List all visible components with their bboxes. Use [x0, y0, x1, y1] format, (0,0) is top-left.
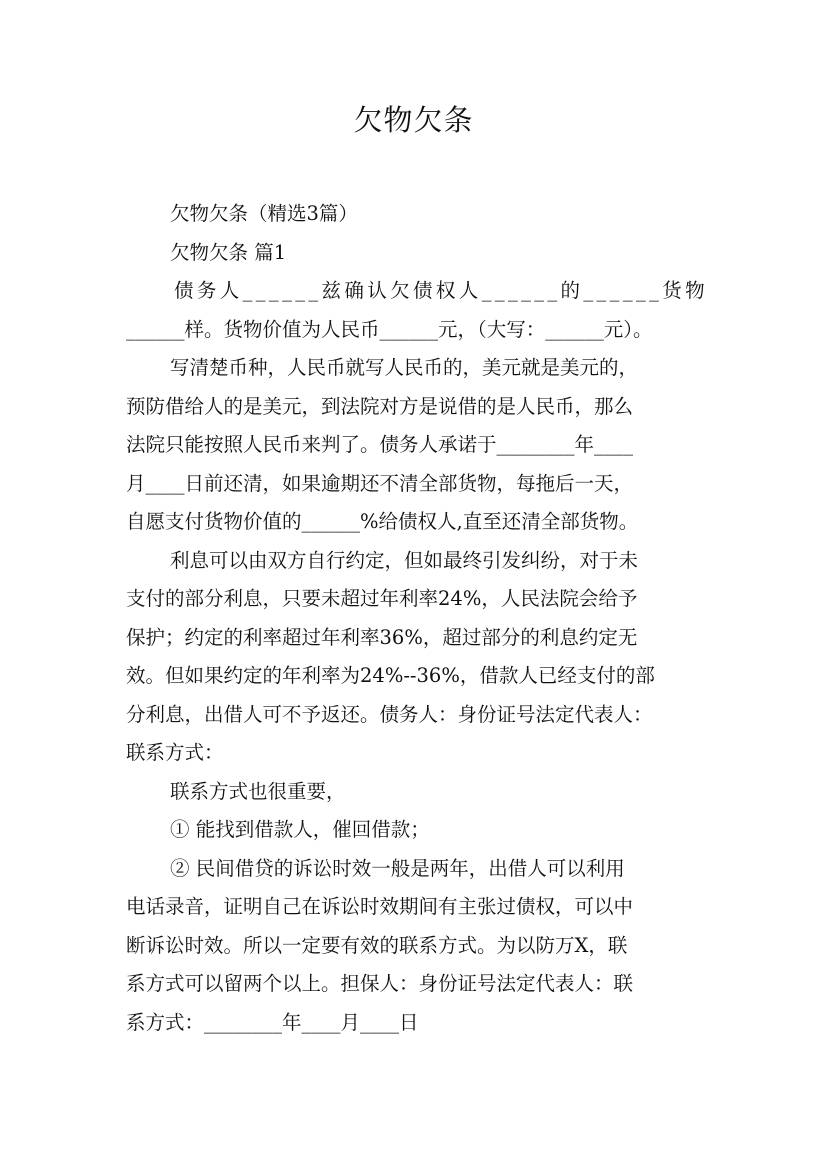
paragraph-line: 法院只能按照人民币来判了。债务人承诺于________年____ — [126, 433, 634, 456]
document-body — [126, 195, 706, 1042]
paragraph-line: 电话录音，证明自己在诉讼时效期间有主张过债权，可以中 — [126, 895, 634, 918]
paragraph-line: 自愿支付货物价值的______%给债权人,直至还清全部货物。 — [126, 510, 639, 533]
paragraph-line: 预防借给人的是美元，到法院对方是说借的是人民币，那么 — [126, 394, 634, 418]
paragraph-line: 分利息，出借人可不予返还。债务人：身份证号法定代表人： — [126, 702, 653, 726]
heading-selection: 欠物欠条（精选3篇） — [170, 202, 358, 225]
paragraph-line: 支付的部分利息，只要未超过年利率24%，人民法院会给予 — [126, 587, 638, 610]
paragraph-line: 月____日前还清，如果逾期还不清全部货物，每拖后一天， — [126, 471, 634, 495]
paragraph-line: 债务人______兹确认欠债权人______的______货物 — [174, 279, 708, 302]
paragraph-line: 系方式可以留两个以上。担保人：身份证号法定代表人：联 — [126, 972, 634, 995]
paragraph-line: 效。但如果约定的年利率为24%--36%，借款人已经支付的部 — [126, 664, 655, 687]
list-item: ② 民间借贷的诉讼时效一般是两年，出借人可以利用 — [170, 856, 625, 880]
paragraph-line: 保护；约定的利率超过年利率36%，超过部分的利息约定无 — [126, 625, 638, 649]
heading-part-1: 欠物欠条 篇1 — [170, 240, 287, 264]
paragraph-line: ______样。货物价值为人民币______元，（大写：______元）。 — [126, 317, 653, 341]
paragraph-line: 联系方式也很重要， — [170, 779, 346, 803]
paragraph-line: 利息可以由双方自行约定，但如最终引发纠纷，对于未 — [170, 548, 639, 572]
document-title: 欠物欠条 — [353, 103, 474, 137]
paragraph-line: 联系方式： — [126, 741, 224, 764]
list-item: ① 能找到借款人，催回借款； — [170, 818, 430, 841]
paragraph-line: 系方式：________年____月____日 — [126, 1010, 419, 1034]
paragraph-line: 断诉讼时效。所以一定要有效的联系方式。为以防万X，联 — [126, 933, 628, 957]
paragraph-line: 写清楚币种，人民币就写人民币的，美元就是美元的， — [170, 356, 639, 379]
